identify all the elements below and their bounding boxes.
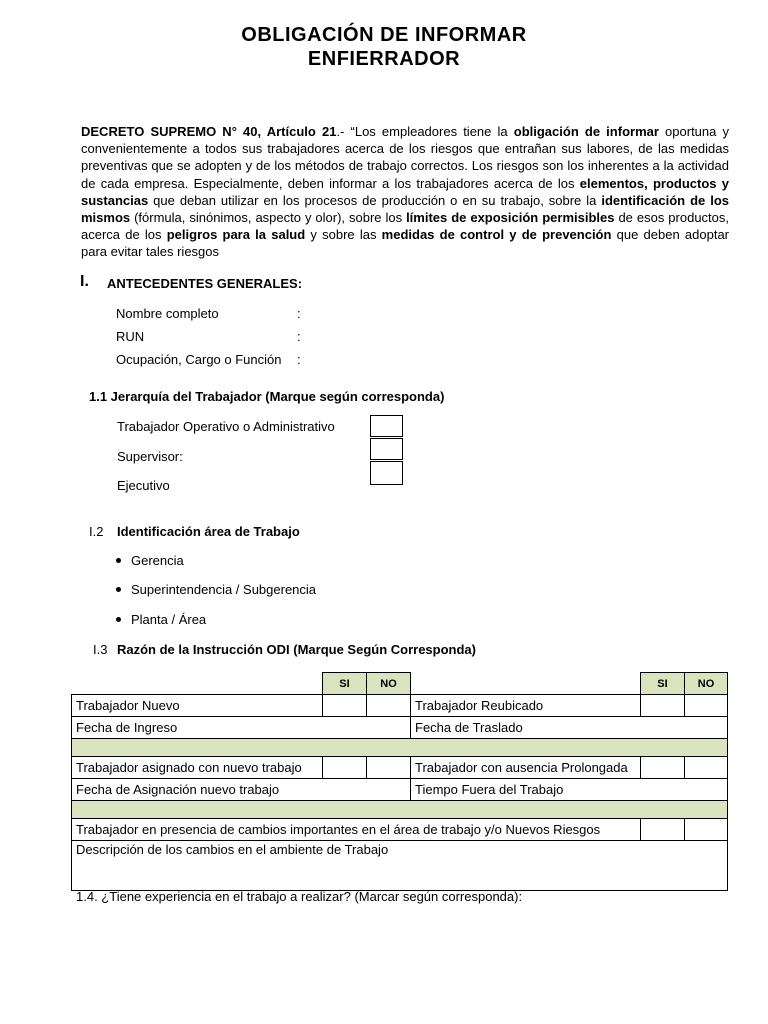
field-colon: :: [297, 329, 301, 344]
label-trabajador-nuevo: Trabajador Nuevo: [72, 695, 323, 717]
list-item: Gerencia: [116, 553, 184, 568]
hierarchy-option-operativo: Trabajador Operativo o Administrativo: [117, 419, 335, 434]
table-separator: [72, 801, 728, 819]
checkbox-nuevo-trabajo-no[interactable]: [367, 757, 411, 779]
document-title: OBLIGACIÓN DE INFORMAR: [241, 24, 527, 46]
table-header-row: [72, 673, 728, 695]
decree-reference: DECRETO SUPREMO N° 40, Artículo 21: [81, 124, 337, 139]
label-ausencia-prolongada: Trabajador con ausencia Prolongada: [411, 757, 641, 779]
checkbox-nuevo-trabajo-si[interactable]: [323, 757, 367, 779]
field-fecha-traslado[interactable]: Fecha de Traslado: [411, 717, 728, 739]
field-colon: :: [297, 352, 301, 367]
list-item: Planta / Área: [116, 612, 206, 627]
field-label-occupation: Ocupación, Cargo o Función: [116, 352, 282, 367]
bullet-icon: [116, 558, 121, 563]
checkbox-reubicado-no[interactable]: [685, 695, 728, 717]
table-row: [72, 695, 728, 717]
bullet-icon: [116, 587, 121, 592]
section-number: I.: [80, 273, 89, 290]
label-trabajador-reubicado: Trabajador Reubicado: [411, 695, 641, 717]
field-label-run: RUN: [116, 329, 145, 344]
experience-question: 1.4. ¿Tiene experiencia en el trabajo a realizar? (Marcar según corresponda):: [76, 889, 523, 904]
field-colon: :: [297, 306, 301, 321]
area-title: Identificación área de Trabajo: [117, 524, 300, 539]
checkbox-cambios-no[interactable]: [685, 819, 728, 841]
hierarchy-checkbox-supervisor[interactable]: [370, 438, 403, 460]
table-separator: [72, 739, 728, 757]
checkbox-cambios-si[interactable]: [641, 819, 685, 841]
header-no: NO: [367, 673, 411, 695]
hierarchy-option-supervisor: Supervisor:: [117, 449, 183, 464]
field-tiempo-fuera[interactable]: Tiempo Fuera del Trabajo: [411, 779, 728, 801]
reason-title: Razón de la Instrucción ODI (Marque Según Corresponda): [117, 642, 476, 657]
section-title: ANTECEDENTES GENERALES:: [107, 276, 303, 291]
label-cambios-importantes: Trabajador en presencia de cambios importantes en el área de trabajo y/o Nuevos Riesgos: [72, 819, 641, 841]
reason-number: I.3: [93, 642, 108, 657]
hierarchy-checkbox-operativo[interactable]: [370, 415, 403, 437]
area-number: I.2: [89, 524, 104, 539]
label-nuevo-trabajo: Trabajador asignado con nuevo trabajo: [72, 757, 323, 779]
checkbox-ausencia-no[interactable]: [685, 757, 728, 779]
header-no: NO: [685, 673, 728, 695]
bullet-icon: [116, 617, 121, 622]
table-row: [72, 819, 728, 841]
table-row: [72, 779, 728, 801]
checkbox-nuevo-no[interactable]: [367, 695, 411, 717]
checkbox-nuevo-si[interactable]: [323, 695, 367, 717]
field-fecha-ingreso[interactable]: Fecha de Ingreso: [72, 717, 411, 739]
document-subtitle: ENFIERRADOR: [307, 48, 461, 70]
field-fecha-asignacion[interactable]: Fecha de Asignación nuevo trabajo: [72, 779, 411, 801]
decree-paragraph: DECRETO SUPREMO N° 40, Artículo 21.- “Los empleadores tiene la obligación de informar oportuna y convenientemente a todos sus trabajadores acerca de los riesgos que entrañan sus labores, de las medidas preventivas que se adopten y de los métodos de trabajo correctos. Los riesgos son los inherentes a la actividad de cada empresa. Especialmente, deben informar a los trabajadores acerca de los elementos, productos y sustancias que deban utilizar en los procesos de producción o en su trabajo, sobre la identificación de los mismos (fórmula, sinónimos, aspecto y olor), sobre los límites de exposición permisibles de esos productos, acerca de los peligros para la salud y sobre las medidas de control y de prevención que deben adoptar para evitar tales riesgos: [81, 124, 730, 260]
table-row: [72, 757, 728, 779]
hierarchy-option-ejecutivo: Ejecutivo: [117, 478, 170, 493]
list-item: Superintendencia / Subgerencia: [116, 582, 316, 597]
checkbox-ausencia-si[interactable]: [641, 757, 685, 779]
table-row: [72, 841, 728, 891]
field-label-name: Nombre completo: [116, 306, 219, 321]
header-si: SI: [641, 673, 685, 695]
checkbox-reubicado-si[interactable]: [641, 695, 685, 717]
hierarchy-title: 1.1 Jerarquía del Trabajador (Marque según corresponda): [89, 389, 445, 404]
table-row: [72, 717, 728, 739]
odi-reason-table: [71, 672, 728, 891]
header-si: SI: [323, 673, 367, 695]
field-descripcion-cambios[interactable]: Descripción de los cambios en el ambiente de Trabajo: [72, 841, 728, 891]
hierarchy-checkbox-ejecutivo[interactable]: [370, 461, 403, 485]
